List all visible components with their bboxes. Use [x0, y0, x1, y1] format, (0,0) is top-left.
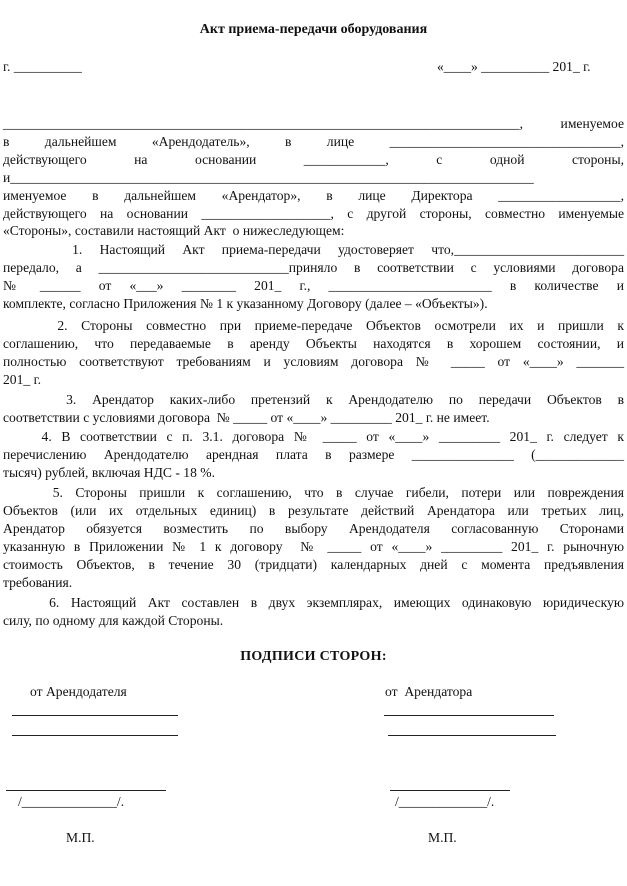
clause-line: комплекте, согласно Приложения № 1 к указанному Договору (далее – «Объекты»). [3, 296, 488, 311]
clause-line: 201_ г. [3, 372, 42, 387]
clause-line: соглашению, что передаваемые в аренду Объекты находятся в хорошем состоянии, и [3, 336, 624, 351]
clause-line: полностью соответствуют требованиям и условиям договора № _____ от «____» _______ [3, 354, 624, 369]
clause-line: требования. [3, 575, 73, 590]
clause-line: соответствии с условиями договора № _____ от «____» _________ 201_ г. не имеет. [3, 410, 490, 425]
document-title: Акт приема-передачи оборудования [199, 22, 428, 37]
intro-line: действующего на основании ___________________, с другой стороны, совместно именуемые [3, 206, 624, 221]
intro-line: действующего на основании ____________, с одной стороны, [3, 152, 624, 167]
clause-line: 2. Стороны совместно при приеме-передаче Объектов осмотрели их и пришли к [3, 318, 624, 333]
city-line: г. __________ [3, 59, 82, 74]
clause-line: Арендатор обязуется возместить по выбору Арендодателя согласованную Сторонами [3, 521, 624, 536]
lessee-signature-line [390, 790, 510, 791]
intro-line: ____________________________________________________________________________, именуемое [3, 116, 624, 131]
lessor-name-line [12, 715, 178, 716]
clause-line: 4. В соответствии с п. 3.1. договора № _____ от «____» _________ 201_ г. следует к [3, 429, 624, 444]
clause-line: 1. Настоящий Акт приема-передачи удостоверяет что,_________________________ [3, 242, 624, 257]
clause-line: перечислению Арендодателю арендная плата в размере _______________ (_____________ [3, 447, 624, 462]
lessee-position-line [388, 735, 556, 736]
lessor-signature-line [6, 790, 166, 791]
lessee-name-line [384, 715, 554, 716]
lessee-signature-slash: /_____________/. [395, 794, 495, 809]
lessor-signature-slash: /______________/. [18, 794, 125, 809]
clause-line: тысяч) рублей, включая НДС - 18 %. [3, 465, 215, 480]
clause-line: передало, а ____________________________приняло в соответствии с условиями договора [3, 260, 624, 275]
lessor-seal-label: М.П. [66, 830, 95, 845]
lessee-seal-label: М.П. [428, 830, 457, 845]
clause-line: 5. Стороны пришли к соглашению, что в случае гибели, потери или повреждения [3, 485, 624, 500]
intro-line: в дальнейшем «Арендодатель», в лице __________________________________, [3, 134, 624, 149]
clause-line: № ______ от «___» ________ 201_ г., ________________________ в количестве и [3, 278, 624, 293]
clause-line: стоимость Объектов, в течение 30 (тридцати) календарных дней с момента предъявления [3, 557, 624, 572]
intro-line: именуемое в дальнейшем «Арендатор», в лице Директора __________________, [3, 188, 624, 203]
lessor-position-line [12, 735, 178, 736]
lessee-label: от Арендатора [385, 684, 473, 699]
signatures-heading: ПОДПИСИ СТОРОН: [240, 649, 387, 664]
date-line: «____» __________ 201_ г. [437, 59, 591, 74]
clause-line: указанную в Приложении № 1 к договору № _____ от «____» _________ 201_ г. рыночную [3, 539, 624, 554]
lessor-label: от Арендодателя [30, 684, 127, 699]
clause-line: 3. Арендатор каких-либо претензий к Арендодателю по передачи Объектов в [3, 392, 624, 407]
intro-line: «Стороны», составили настоящий Акт о нижеследующем: [3, 223, 345, 238]
clause-line: силу, по одному для каждой Стороны. [3, 613, 224, 628]
intro-line: и_____________________________________________________________________________ [3, 170, 534, 185]
clause-line: 6. Настоящий Акт составлен в двух экземплярах, имеющих одинаковую юридическую [3, 595, 624, 610]
clause-line: Объектов (или их отдельных единиц) в результате действий Арендатора или третьих лиц, [3, 503, 624, 518]
